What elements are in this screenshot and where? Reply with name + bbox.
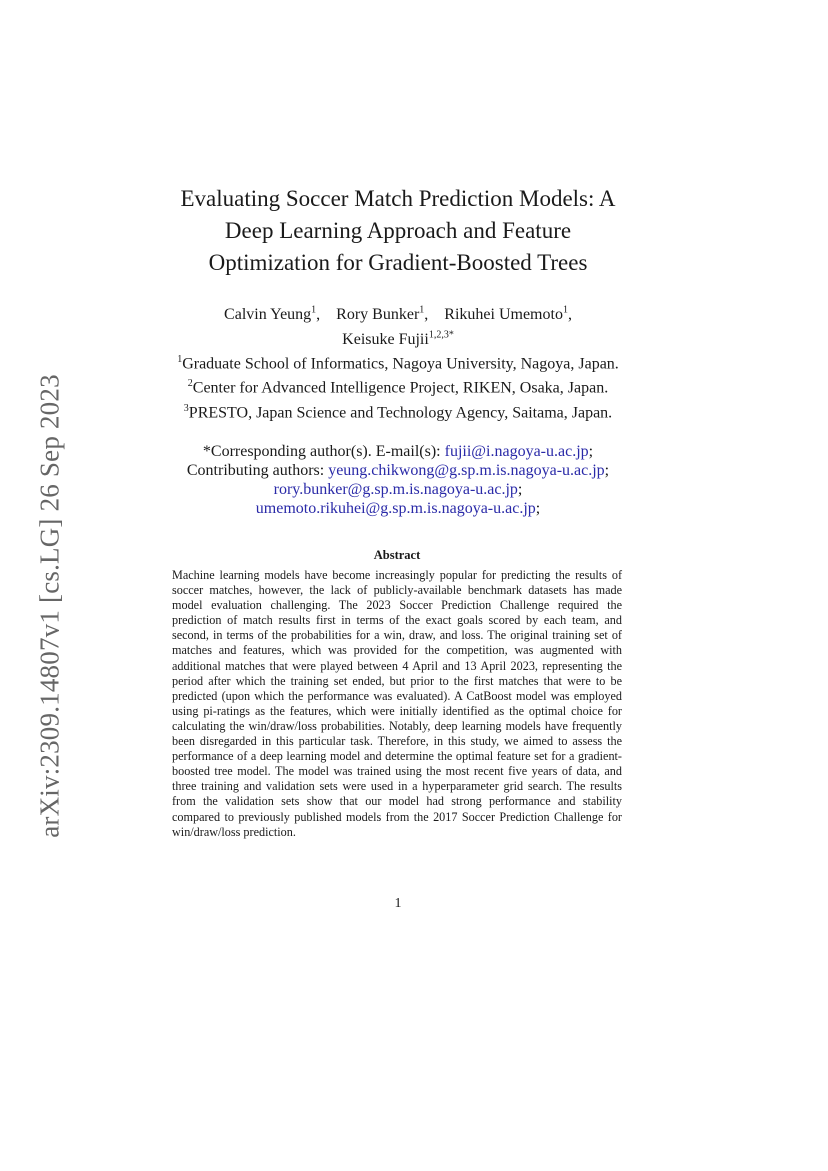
author-affil-sup: 1 [419,305,425,316]
contributing-email-link[interactable]: umemoto.rikuhei@g.sp.m.is.nagoya-u.ac.jp [255,500,536,517]
author-list [160,301,636,350]
affiliation-sup: 1 [177,354,183,365]
contributing-line [160,499,636,518]
title-line: Optimization for Gradient-Boosted Trees [208,250,588,275]
contributing-label: Contributing authors: [186,462,325,479]
email-separator: ; [535,500,541,517]
affiliation [160,399,636,423]
affiliation-text: Center for Advanced Intelligence Project, RIKEN, Osaka, Japan. [192,379,609,397]
author-affil-sup: 1,2,3* [428,329,454,341]
contributing-email-link[interactable]: rory.bunker@g.sp.m.is.nagoya-u.ac.jp [273,481,518,498]
affiliation-text: PRESTO, Japan Science and Technology Agency, Saitama, Japan. [188,403,613,421]
author [336,306,428,323]
author-affil-sup: 1 [311,305,317,316]
correspondence-block [160,442,636,518]
corresponding-label: *Corresponding author(s). E-mail(s): [202,443,441,460]
affiliation [160,350,636,374]
abstract-heading: Abstract [373,548,421,562]
email-separator: ; [604,462,610,479]
author [224,306,320,323]
author-name: Rikuhei Umemoto [444,306,563,324]
abstract-text: Machine learning models have become increasingly popular for predicting the results of soccer matches, however, the lack of publicly-available benchmark datasets has made model evaluation challenging. The 2023 Soccer Prediction Challenge required the prediction of match results first in terms of the exact goals scored by each team, and second, in terms of the probabilities for a win, draw, and loss. The original training set of matches and features, which was provided for the competition, was augmented with additional matches that were played between 4 April and 13 April 2023, representing the period after which the training set ended, but prior to the first matches that were to be predicted (upon which the performance was evaluated). A CatBoost model was employed using pi-ratings as the features, which were initially identified as the optimal choice for calculating the win/draw/loss probabilities. Notably, deep learning models have frequently been disregarded in this particular task. Therefore, in this study, we aimed to assess the performance of a deep learning model and determine the optimal feature set for a gradient-boosted tree model. The model was trained using the most recent five years of data, and three training and validation sets were used in a hyperparameter grid search. The results from the validation sets show that our model had strong performance and stability compared to previously published models from the 2017 Soccer Prediction Challenge for win/draw/loss prediction. [172,568,622,839]
affiliation-list [160,350,636,423]
corresponding-line [160,442,636,461]
author-row [160,301,636,325]
author-row [160,325,636,349]
author-name: Rory Bunker [336,306,420,324]
affiliation [160,374,636,398]
paper-title [160,183,636,279]
author-name: Calvin Yeung [224,306,312,324]
contributing-line [160,461,636,480]
author-sep: , [424,306,429,324]
title-line: Deep Learning Approach and Feature [224,218,572,243]
author [444,306,572,323]
email-separator: ; [588,443,594,460]
author-affil-sup: 1 [562,305,568,316]
affiliation-sup: 2 [187,378,193,390]
corresponding-email-link[interactable]: fujii@i.nagoya-u.ac.jp [444,443,589,460]
title-line: Evaluating Soccer Match Prediction Models: A [180,186,616,211]
contributing-email-link[interactable]: yeung.chikwong@g.sp.m.is.nagoya-u.ac.jp [328,462,605,479]
affiliation-text: Graduate School of Informatics, Nagoya University, Nagoya, Japan. [182,355,619,373]
email-separator: ; [517,481,523,498]
author [342,331,454,348]
affiliation-sup: 3 [183,402,189,414]
author-sep: , [316,306,321,324]
contributing-line [160,480,636,499]
author-name: Keisuke Fujii [342,330,429,348]
arxiv-side-stamp[interactable]: arXiv:2309.14807v1 [cs.LG] 26 Sep 2023 [34,374,65,838]
author-sep: , [567,306,572,324]
page-number: 1 [394,896,402,911]
